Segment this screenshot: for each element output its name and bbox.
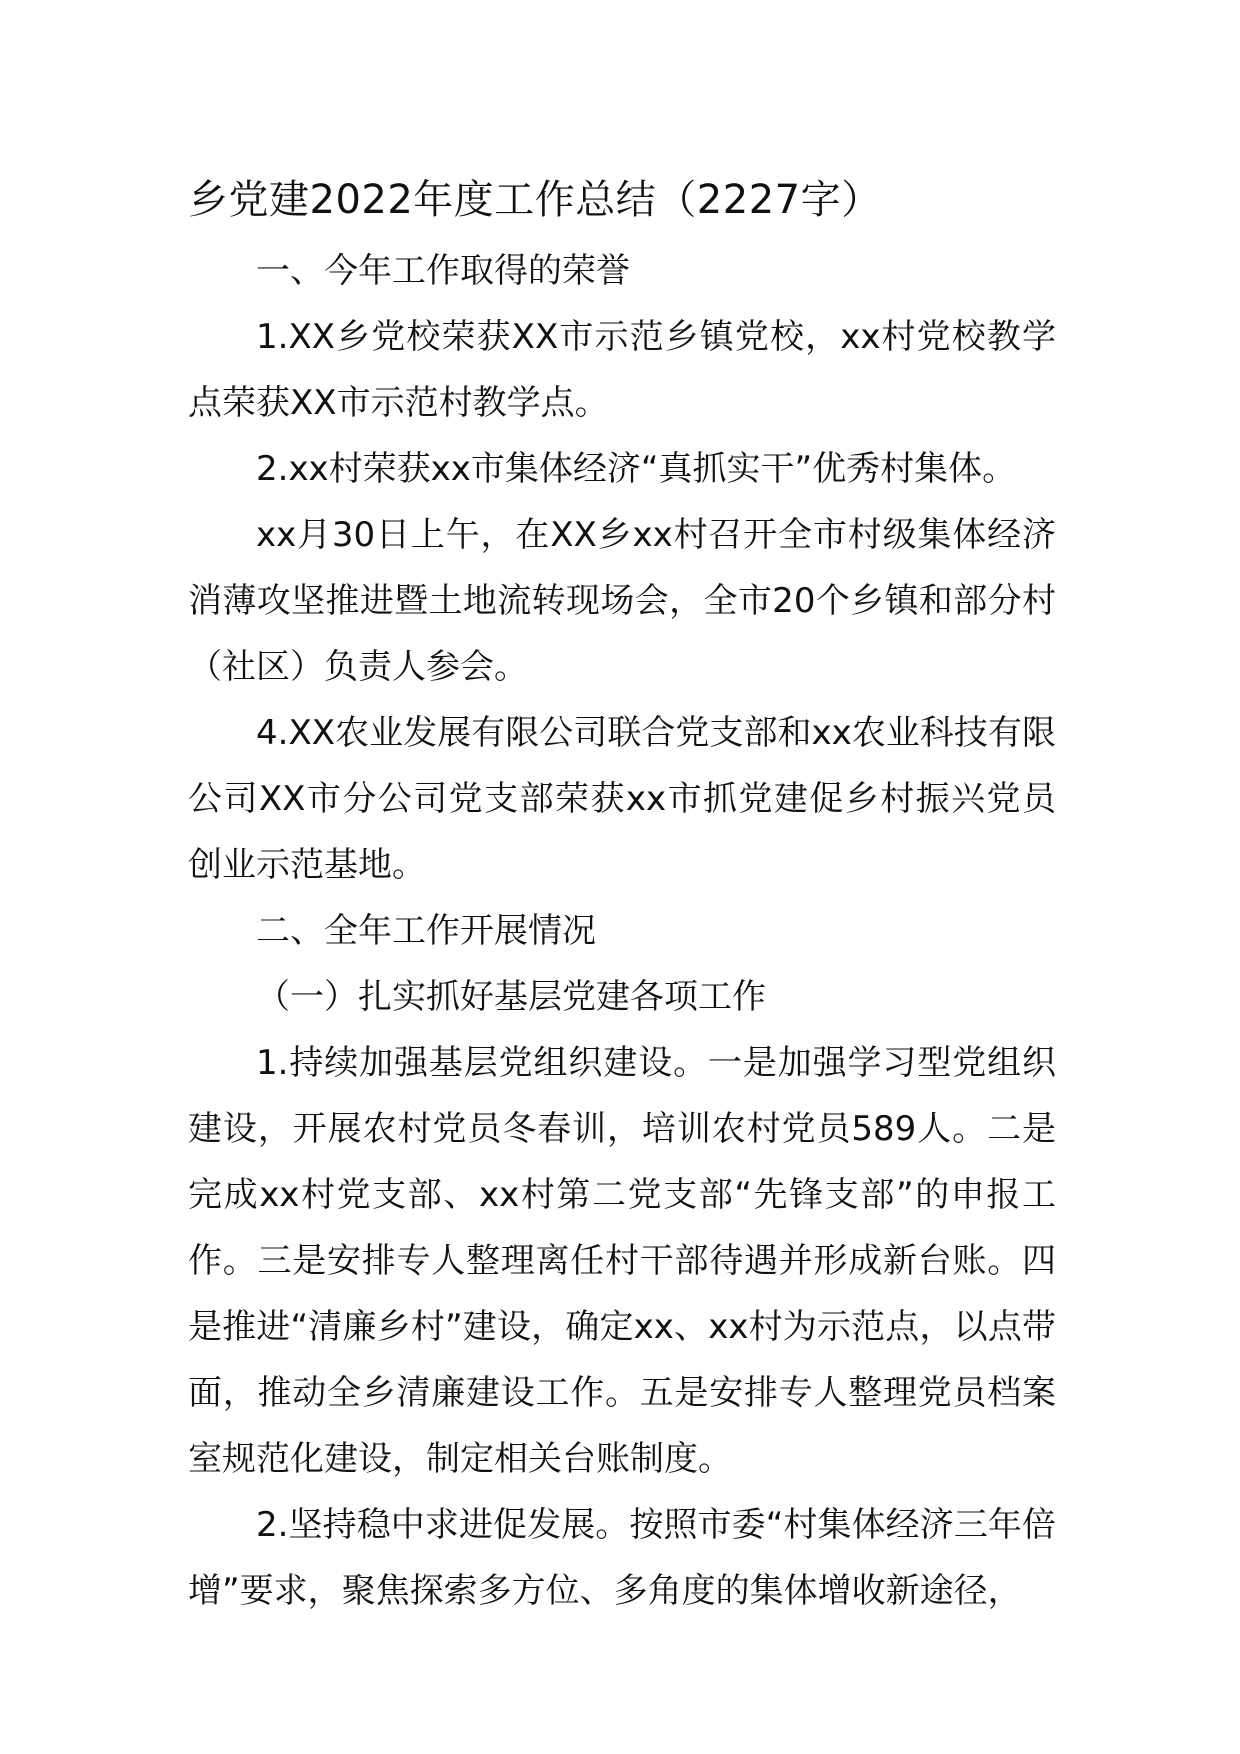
paragraph-honor-1: 1.XX乡党校荣获XX市示范乡镇党校，xx村党校教学点荣获XX市示范村教学点。	[188, 317, 1056, 423]
subsection-heading-party-building: （一）扎实抓好基层党建各项工作	[256, 977, 766, 1017]
section-heading-honors: 一、今年工作取得的荣誉	[256, 251, 630, 291]
paragraph-honor-4: 4.XX农业发展有限公司联合党支部和xx农业科技有限公司XX市分公司党支部荣获xx市抓党建促乡村振兴党员创业示范基地。	[188, 713, 1056, 885]
section-heading-work: 二、全年工作开展情况	[256, 911, 596, 951]
document-page	[188, 162, 1056, 1624]
paragraph-work-2: 2.坚持稳中求进促发展。按照市委“村集体经济三年倍增”要求，聚焦探索多方位、多角度的集体增收新途径，	[188, 1505, 1056, 1611]
paragraph-honor-2: 2.xx村荣获xx市集体经济“真抓实干”优秀村集体。	[256, 449, 1017, 489]
paragraph-work-1: 1.持续加强基层党组织建设。一是加强学习型党组织建设，开展农村党员冬春训，培训农村党员589人。二是完成xx村党支部、xx村第二党支部“先锋支部”的申报工作。三是安排专人整理离任村干部待遇并形成新台账。四是推进“清廉乡村”建设，确定xx、xx村为示范点，以点带面，推动全乡清廉建设工作。五是安排专人整理党员档案室规范化建设，制定相关台账制度。	[188, 1043, 1056, 1479]
document-title: 乡党建2022年度工作总结（2227字）	[188, 177, 882, 223]
paragraph-honor-3: xx月30日上午，在XX乡xx村召开全市村级集体经济消薄攻坚推进暨土地流转现场会，全市20个乡镇和部分村（社区）负责人参会。	[188, 515, 1056, 687]
